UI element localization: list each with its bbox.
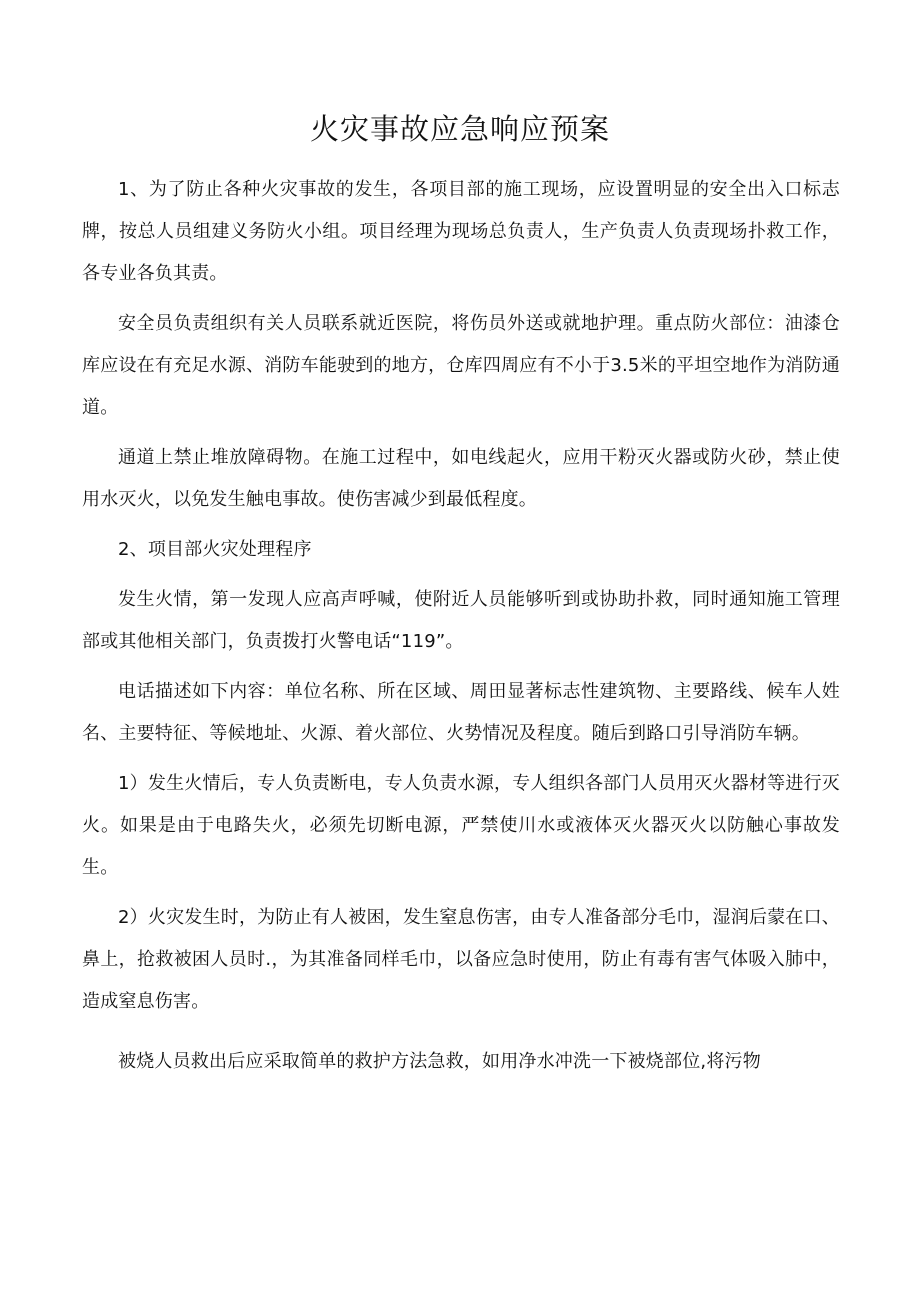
section-heading-2: 2、项目部火灾处理程序 <box>118 539 312 560</box>
paragraph-1: 1、为了防止各种火灾事故的发生，各项目部的施工现场，应设置明显的安全出入口标志牌，按总人员组建义务防火小组。项目经理为现场总负责人，生产负责人负责现场扑救工作，各专业各负其责。 <box>82 179 840 284</box>
paragraph-3: 通道上禁止堆放障碍物。在施工过程中，如电线起火，应用干粉灭火器或防火砂，禁止使用水灭火，以免发生触电事故。使伤害减少到最低程度。 <box>82 447 840 510</box>
paragraph-7: 1）发生火情后，专人负责断电，专人负责水源，专人组织各部门人员用灭火器材等进行灭火。如果是由于电路失火，必须先切断电源，严禁使川水或液体灭火器灭火以防触心事故发生。 <box>82 773 840 878</box>
document-body <box>82 169 840 1091</box>
paragraph-9: 被烧人员救出后应采取简单的救护方法急救，如用净水冲洗一下被烧部位,将污物 <box>118 1051 761 1072</box>
paragraph-8: 2）火灾发生时，为防止有人被困，发生窒息伤害，由专人准备部分毛巾，湿润后蒙在口、鼻上，抢救被困人员时.，为其准备同样毛巾，以备应急时使用，防止有毒有害气体吸入肺中，造成窒息伤害。 <box>82 907 840 1012</box>
paragraph-2: 安全员负责组织有关人员联系就近医院，将伤员外送或就地护理。重点防火部位：油漆仓库应设在有充足水源、消防车能驶到的地方，仓库四周应有不小于3.5米的平坦空地作为消防通道。 <box>82 313 840 418</box>
paragraph-6: 电话描述如下内容：单位名称、所在区域、周田显著标志性建筑物、主要路线、候车人姓名、主要特征、等候地址、火源、着火部位、火势情况及程度。随后到路口引导消防车辆。 <box>82 681 840 744</box>
paragraph-5: 发生火情，第一发现人应高声呼喊，使附近人员能够听到或协助扑救，同时通知施工管理部或其他相关部门，负责拨打火警电话“119”。 <box>82 589 840 652</box>
document-title: 火灾事故应急响应预案 <box>309 112 610 146</box>
